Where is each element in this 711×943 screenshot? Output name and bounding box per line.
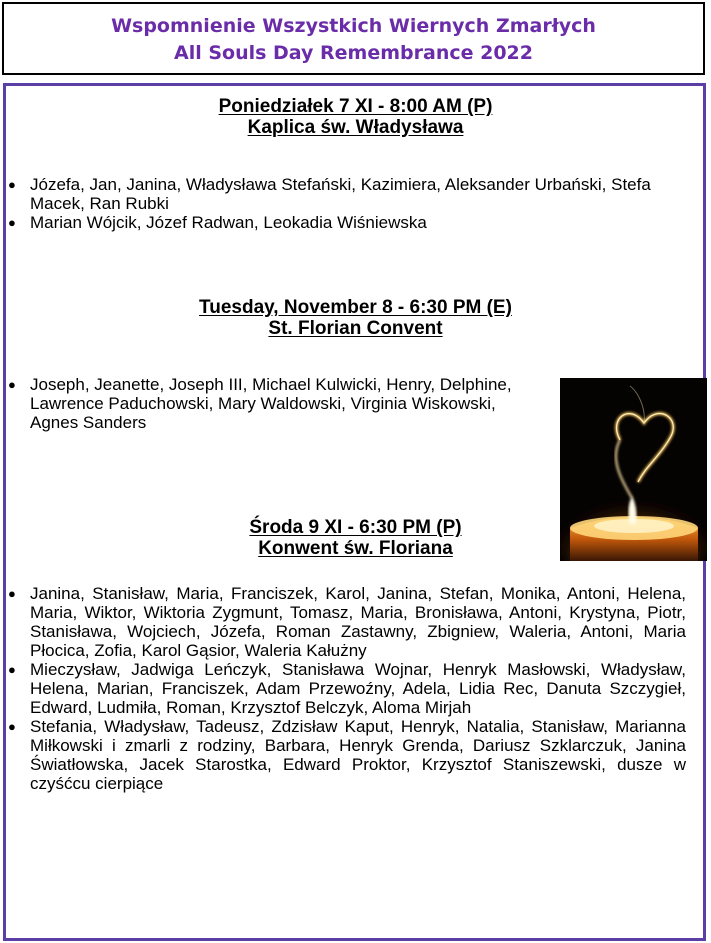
list-item (4, 175, 664, 213)
bullet-icon: ● (8, 662, 16, 677)
bullet-icon: ● (8, 719, 16, 734)
bullet-icon: ● (8, 377, 16, 392)
bullet-icon: ● (8, 177, 16, 192)
header-banner (2, 2, 705, 75)
section-wednesday-heading (0, 517, 711, 559)
list-item (4, 584, 686, 660)
list-item-text: Janina, Stanisław, Maria, Franciszek, Karol, Janina, Stefan, Monika, Antoni, Helena, Maria, Wiktor, Wiktoria Zygmunt, Tomasz, Maria, Bronisława, Antoni, Krystyna, Piotr, Stanisława, Wojciech, Józefa, Roman Zastawny, Zbigniew, Waleria, Antoni, Maria Płocica, Zofia, Karol Gąsior, Waleria Kałużny (30, 584, 686, 660)
list-item (4, 375, 534, 432)
list-item-text: Stefania, Władysław, Tadeusz, Zdzisław Kaput, Henryk, Natalia, Stanisław, Marianna Miłkowski i zmarli z rodziny, Barbara, Henryk Grenda, Dariusz Szklarczuk, Janina Światłowska, Jacek Starostka, Edward Proktor, Krzysztof Staniszewski, dusze w czyśćcu cierpiące (30, 717, 686, 793)
section-tuesday-heading (0, 297, 711, 339)
section-wednesday-names (4, 584, 686, 793)
list-item (4, 660, 686, 717)
section-wednesday-location: Konwent św. Floriana (258, 538, 453, 559)
section-monday-location: Kaplica św. Władysława (247, 117, 464, 138)
header-title-polish: Wspomnienie Wszystkich Wiernych Zmarłych (111, 15, 596, 37)
section-tuesday-date: Tuesday, November 8 - 6:30 PM (E) (199, 297, 512, 318)
section-monday-date: Poniedziałek 7 XI - 8:00 AM (P) (218, 96, 493, 117)
header-title-english: All Souls Day Remembrance 2022 (173, 42, 533, 64)
list-item (4, 717, 686, 793)
bullet-icon: ● (8, 586, 16, 601)
list-item-text: Józefa, Jan, Janina, Władysława Stefański, Kazimiera, Aleksander Urbański, Stefa Macek, Ran Rubki (30, 175, 651, 213)
list-item-text: Mieczysław, Jadwiga Leńczyk, Stanisława Wojnar, Henryk Masłowski, Władysław, Helena, Marian, Franciszek, Adam Przewoźny, Adela, Lidia Rec, Danuta Szczygieł, Edward, Ludmiła, Roman, Krzysztof Belczyk, Aloma Mirjah (30, 660, 686, 717)
list-item-text: Marian Wójcik, Józef Radwan, Leokadia Wiśniewska (30, 213, 427, 232)
section-monday-heading (0, 96, 711, 138)
section-tuesday-location: St. Florian Convent (268, 318, 443, 339)
section-wednesday-date: Środa 9 XI - 6:30 PM (P) (249, 517, 462, 538)
list-item (4, 213, 664, 232)
list-item-text: Joseph, Jeanette, Joseph III, Michael Kulwicki, Henry, Delphine, Lawrence Paduchowski, Mary Waldowski, Virginia Wiskowski, Agnes Sanders (30, 375, 512, 432)
section-tuesday-names (4, 375, 534, 432)
section-monday-names (4, 175, 664, 232)
bullet-icon: ● (8, 215, 16, 230)
